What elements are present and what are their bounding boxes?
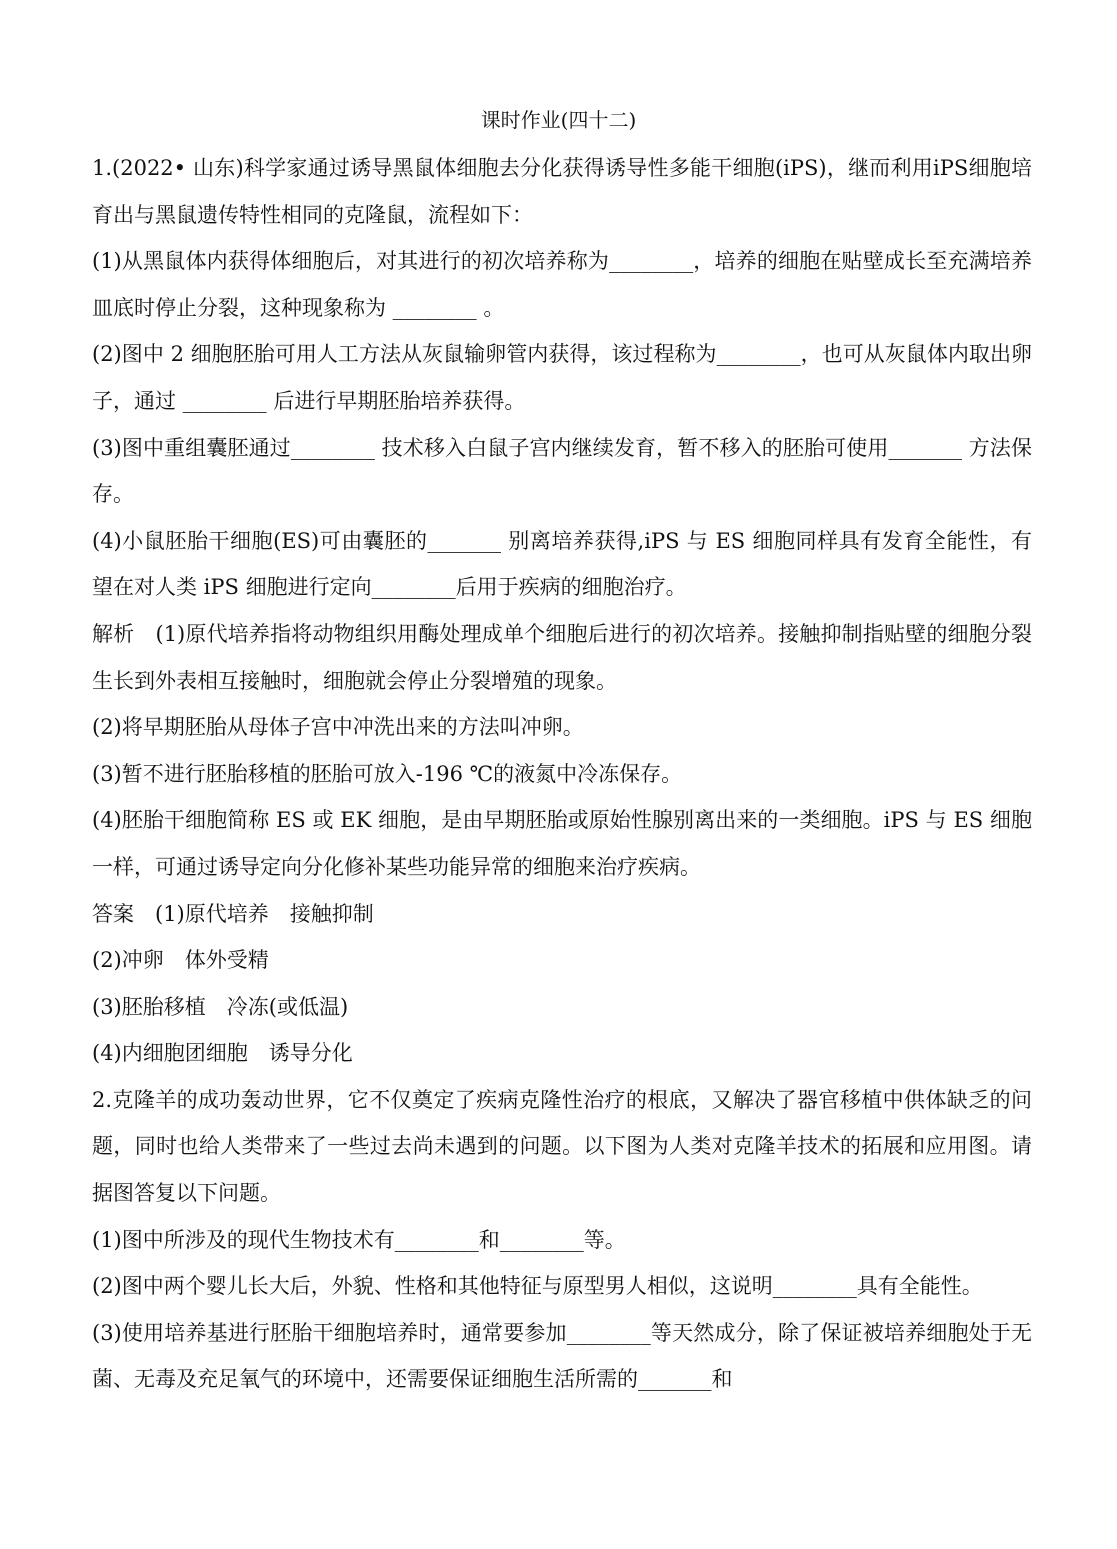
- question-2-stem: 2.克隆羊的成功轰动世界，它不仅奠定了疾病克隆性治疗的根底，又解决了器官移植中供体缺乏的问题，同时也给人类带来了一些过去尚未遇到的问题。以下图为人类对克隆羊技术的拓展和应用图。请据图答复以下问题。: [92, 1087, 1032, 1206]
- answer-part-3: (3)胚胎移植 冷冻(或低温): [92, 994, 349, 1019]
- analysis-part-3: (3)暂不进行胚胎移植的胚胎可放入-196 ℃的液氮中冷冻保存。: [92, 761, 683, 786]
- answer-part-1: 答案 (1)原代培养 接触抑制: [92, 901, 374, 926]
- analysis-part-4: (4)胚胎干细胞简称 ES 或 EK 细胞，是由早期胚胎或原始性腺别离出来的一类细胞。iPS 与 ES 细胞一样，可通过诱导定向分化修补某些功能异常的细胞来治疗疾病。: [92, 808, 1032, 879]
- question-1-part-3: (3)图中重组囊胚通过________ 技术移入白鼠子宫内继续发育，暂不移入的胚胎可使用_______ 方法保存。: [92, 435, 1032, 507]
- analysis-part-2: (2)将早期胚胎从母体子宫中冲洗出来的方法叫冲卵。: [92, 715, 584, 740]
- document-body: [92, 145, 1032, 1403]
- answer-part-2: (2)冲卵 体外受精: [92, 948, 269, 973]
- question-1-stem: 1.(2022• 山东)科学家通过诱导黑鼠体细胞去分化获得诱导性多能干细胞(iPS)，继而利用iPS细胞培育出与黑鼠遗传特性相同的克隆鼠，流程如下：: [92, 156, 1032, 227]
- page-title: 课时作业(四十二): [480, 108, 637, 132]
- question-1-part-2: (2)图中 2 细胞胚胎可用人工方法从灰鼠输卵管内获得，该过程称为________，也可从灰鼠体内取出卵子，通过 ________ 后进行早期胚胎培养获得。: [92, 342, 1032, 413]
- question-1-part-1: (1)从黑鼠体内获得体细胞后，对其进行的初次培养称为________，培养的细胞在贴壁成长至充满培养皿底时停止分裂，这种现象称为 ________ 。: [92, 249, 1032, 320]
- answer-part-4: (4)内细胞团细胞 诱导分化: [92, 1041, 353, 1066]
- question-1-part-4: (4)小鼠胚胎干细胞(ES)可由囊胚的_______ 别离培养获得,iPS 与 ES 细胞同样具有发育全能性，有望在对人类 iPS 细胞进行定向________后用于疾病的细胞治疗。: [92, 528, 1032, 600]
- question-2-part-1: (1)图中所涉及的现代生物技术有________和________等。: [92, 1227, 626, 1252]
- question-2-part-3: (3)使用培养基进行胚胎干细胞培养时，通常要参加________等天然成分，除了保证被培养细胞处于无菌、无毒及充足氧气的环境中，还需要保证细胞生活所需的_______和: [92, 1320, 1032, 1392]
- analysis-part-1: 解析 (1)原代培养指将动物组织用酶处理成单个细胞后进行的初次培养。接触抑制指贴壁的细胞分裂生长到外表相互接触时，细胞就会停止分裂增殖的现象。: [92, 621, 1032, 693]
- question-2-part-2: (2)图中两个婴儿长大后，外貌、性格和其他特征与原型男人相似，这说明________具有全能性。: [92, 1274, 983, 1299]
